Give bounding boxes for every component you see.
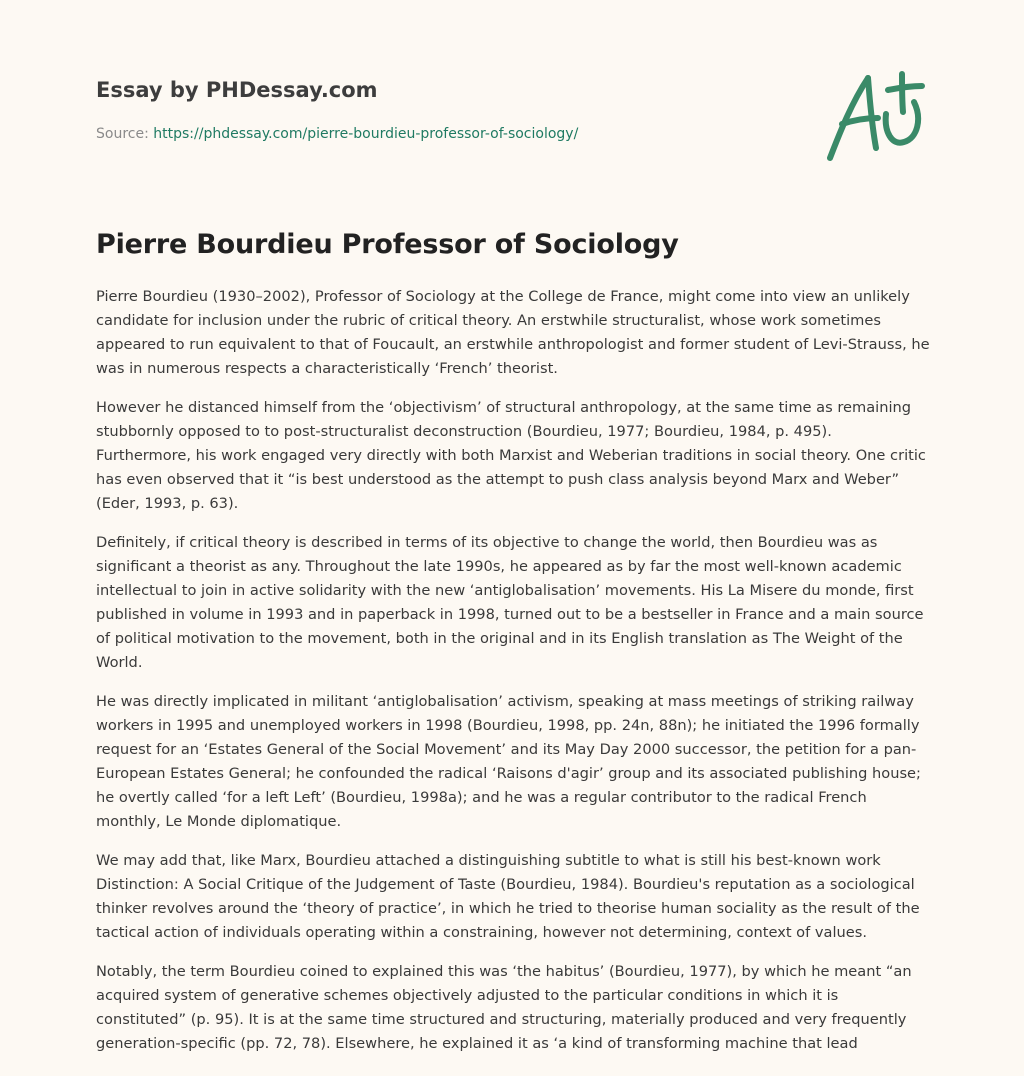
paragraph: He was directly implicated in militant ‘antiglobalisation’ activism, speaking at mass meetings of striking railway workers in 1995 and unemployed workers in 1998 (Bourdieu, 1998, pp. 24n, 88n); he initiated the 1996 formally request for an ‘Estates General of the Social Movement’ and its May Day 2000 successor, the petition for a pan-European Estates General; he confounded the radical ‘Raisons d'agir’ group and its associated publishing house; he overtly called ‘for a left Left’ (Bourdieu, 1998a); and he was a regular contributor to the radical French monthly, Le Monde diplomatique. — [96, 693, 921, 830]
site-brand: Essay by PHDessay.com — [96, 78, 378, 102]
source-link[interactable]: https://phdessay.com/pierre-bourdieu-professor-of-sociology/ — [153, 126, 579, 142]
source-label: Source: — [96, 126, 154, 142]
a-plus-logo-icon — [822, 66, 930, 166]
source-line — [96, 124, 796, 144]
essay-header — [96, 76, 796, 144]
essay-title: Pierre Bourdieu Professor of Sociology — [96, 229, 679, 260]
paragraph: Notably, the term Bourdieu coined to explained this was ‘the habitus’ (Bourdieu, 1977), by which he meant “an acquired system of generative schemes objectively adjusted to the particular conditions in which it is constituted” (p. 95). It is at the same time structured and structuring, materially produced and very frequently generation-specific (pp. 72, 78). Elsewhere, he explained it as ‘a kind of transforming machine that lead — [96, 963, 912, 1052]
paragraph: We may add that, like Marx, Bourdieu attached a distinguishing subtitle to what is still his best-known work Distinction: A Social Critique of the Judgement of Taste (Bourdieu, 1984). Bourdieu's reputation as a sociological thinker revolves around the ‘theory of practice’, in which he tried to theorise human sociality as the result of the tactical action of individuals operating within a constraining, however not determining, context of values. — [96, 852, 920, 941]
paragraph: Pierre Bourdieu (1930–2002), Professor of Sociology at the College de France, might come into view an unlikely candidate for inclusion under the rubric of critical theory. An erstwhile structuralist, whose work sometimes appeared to run equivalent to that of Foucault, an erstwhile anthropologist and former student of Levi-Strauss, he was in numerous respects a characteristically ‘French’ theorist. — [96, 288, 930, 377]
essay-body — [96, 285, 930, 1071]
paragraph: Definitely, if critical theory is described in terms of its objective to change the world, then Bourdieu was as significant a theorist as any. Throughout the late 1990s, he appeared as by far the most well-known academic intellectual to join in active solidarity with the new ‘antiglobalisation’ movements. His La Misere du monde, first published in volume in 1993 and in paperback in 1998, turned out to be a bestseller in France and a main source of political motivation to the movement, both in the original and in its English translation as The Weight of the World. — [96, 534, 924, 671]
paragraph: However he distanced himself from the ‘objectivism’ of structural anthropology, at the same time as remaining stubbornly opposed to to post-structuralist deconstruction (Bourdieu, 1977; Bourdieu, 1984, p. 495). Furthermore, his work engaged very directly with both Marxist and Weberian traditions in social theory. One critic has even observed that it “is best understood as the attempt to push class analysis beyond Marx and Weber” (Eder, 1993, p. 63). — [96, 399, 926, 512]
